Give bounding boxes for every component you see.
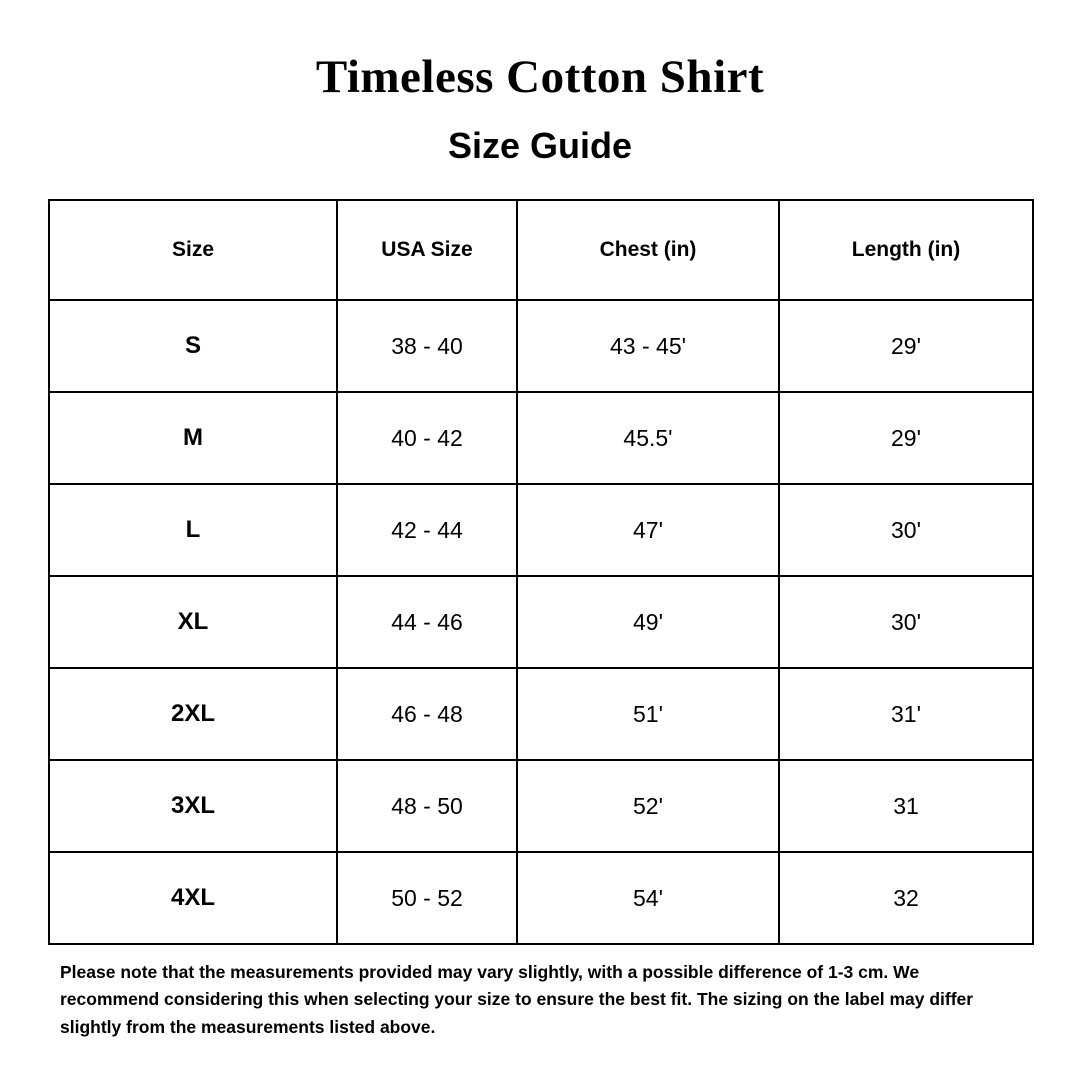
cell-length: 29'	[779, 300, 1033, 392]
table-body	[49, 300, 1033, 944]
cell-size: 2XL	[49, 668, 337, 760]
cell-length: 31	[779, 760, 1033, 852]
table-row	[49, 852, 1033, 944]
cell-size: S	[49, 300, 337, 392]
cell-usa-size: 42 - 44	[337, 484, 517, 576]
cell-usa-size: 44 - 46	[337, 576, 517, 668]
table-row	[49, 392, 1033, 484]
table-row	[49, 300, 1033, 392]
page-subtitle: Size Guide	[447, 124, 633, 166]
table-header-row	[49, 200, 1033, 300]
cell-chest: 54'	[517, 852, 779, 944]
cell-length: 30'	[779, 576, 1033, 668]
cell-size: M	[49, 392, 337, 484]
cell-usa-size: 50 - 52	[337, 852, 517, 944]
size-table	[48, 199, 1034, 945]
table-row	[49, 484, 1033, 576]
cell-usa-size: 46 - 48	[337, 668, 517, 760]
column-header-usa-size: USA Size	[337, 200, 517, 300]
cell-chest: 52'	[517, 760, 779, 852]
column-header-length: Length (in)	[779, 200, 1033, 300]
cell-usa-size: 38 - 40	[337, 300, 517, 392]
cell-length: 30'	[779, 484, 1033, 576]
cell-size: XL	[49, 576, 337, 668]
cell-length: 32	[779, 852, 1033, 944]
table-row	[49, 668, 1033, 760]
cell-length: 31'	[779, 668, 1033, 760]
table-row	[49, 576, 1033, 668]
cell-chest: 43 - 45'	[517, 300, 779, 392]
cell-size: L	[49, 484, 337, 576]
size-table-container	[48, 165, 1032, 945]
measurement-note: Please note that the measurements provided may vary slightly, with a possible difference of 1-3 cm. We recommend considering this when selecting your size to ensure the best fit. The sizing on the label may differ slightly from the measurements listed above.	[60, 962, 974, 1037]
table-row	[49, 760, 1033, 852]
page-title: Timeless Cotton Shirt	[315, 51, 765, 103]
column-header-size: Size	[49, 200, 337, 300]
cell-usa-size: 40 - 42	[337, 392, 517, 484]
cell-length: 29'	[779, 392, 1033, 484]
table-header	[49, 200, 1033, 300]
cell-chest: 51'	[517, 668, 779, 760]
cell-size: 4XL	[49, 852, 337, 944]
cell-size: 3XL	[49, 760, 337, 852]
column-header-chest: Chest (in)	[517, 200, 779, 300]
cell-chest: 49'	[517, 576, 779, 668]
cell-chest: 45.5'	[517, 392, 779, 484]
cell-usa-size: 48 - 50	[337, 760, 517, 852]
cell-chest: 47'	[517, 484, 779, 576]
